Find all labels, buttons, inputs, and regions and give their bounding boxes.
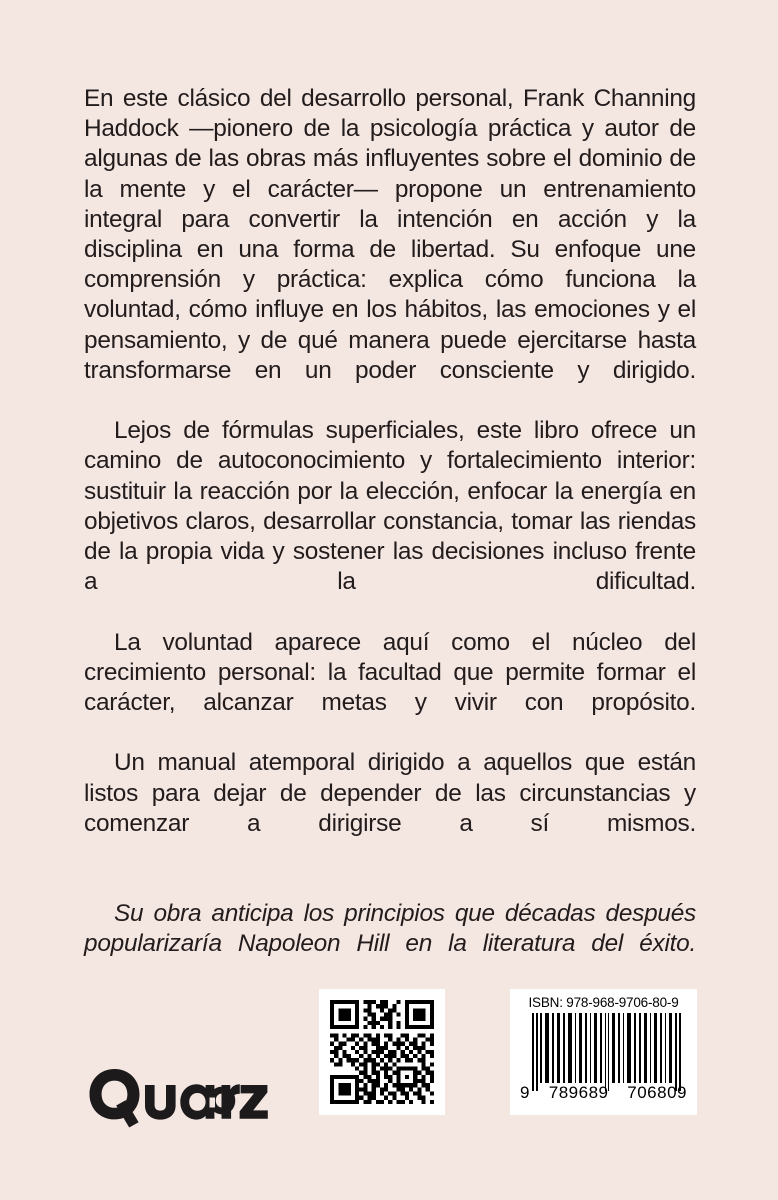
blurb-text-block: [84, 84, 696, 990]
publisher-logo: [88, 1067, 268, 1129]
barcode-digit-group-middle: 789689: [548, 1083, 609, 1102]
ean13-barcode-icon: [520, 1013, 688, 1093]
quarzo-logotype-icon: [88, 1067, 268, 1129]
barcode-bars: [520, 1013, 688, 1085]
blurb-paragraph-3: La voluntad aparece aquí como el núcleo del crecimiento personal: la facultad que permite formar el carácter, alcanzar metas y vivir con propósito.: [84, 628, 696, 717]
blurb-paragraph-2: Lejos de fórmulas superficiales, este libro ofrece un camino de autoconocimiento y fortalecimiento interior: sustituir la reacción por la elección, enfocar la energía en objetivos claros, desarrollar constancia, tomar las riendas de la propia vida y sostener las decisiones incluso frente a la dificultad.: [84, 417, 696, 596]
barcode-digit-group-left: 9: [520, 1083, 530, 1102]
italic-note: Su obra anticipa los principios que décadas después popularizaría Napoleon Hill en la literatura del éxito.: [84, 900, 696, 958]
qr-code-icon[interactable]: [330, 1000, 434, 1104]
barcode-digits: [518, 1083, 689, 1103]
isbn-label: ISBN: 978-968-9706-80-9: [528, 995, 679, 1010]
barcode-panel: [510, 989, 697, 1115]
barcode-digit-group-right: 706809: [627, 1083, 687, 1102]
qr-code-panel[interactable]: [319, 989, 445, 1115]
blurb-paragraph-1: En este clásico del desarrollo personal, Frank Channing Haddock —pionero de la psicología práctica y autor de algunas de las obras más influyentes sobre el dominio de la mente y el carácter— propone un entrenamiento integral para convertir la intención en acción y la disciplina en una forma de libertad. Su enfoque une comprensión y práctica: explica cómo funciona la voluntad, cómo influye en los hábitos, las emociones y el pensamiento, y de qué manera puede ejercitarse hasta transformarse en un poder consciente y dirigido.: [84, 85, 696, 384]
blurb-paragraph-4: Un manual atemporal dirigido a aquellos que están listos para dejar de depender de las circunstancias y comenzar a dirigirse a sí mismos.: [84, 749, 696, 837]
paragraph-spacer: [84, 869, 696, 899]
